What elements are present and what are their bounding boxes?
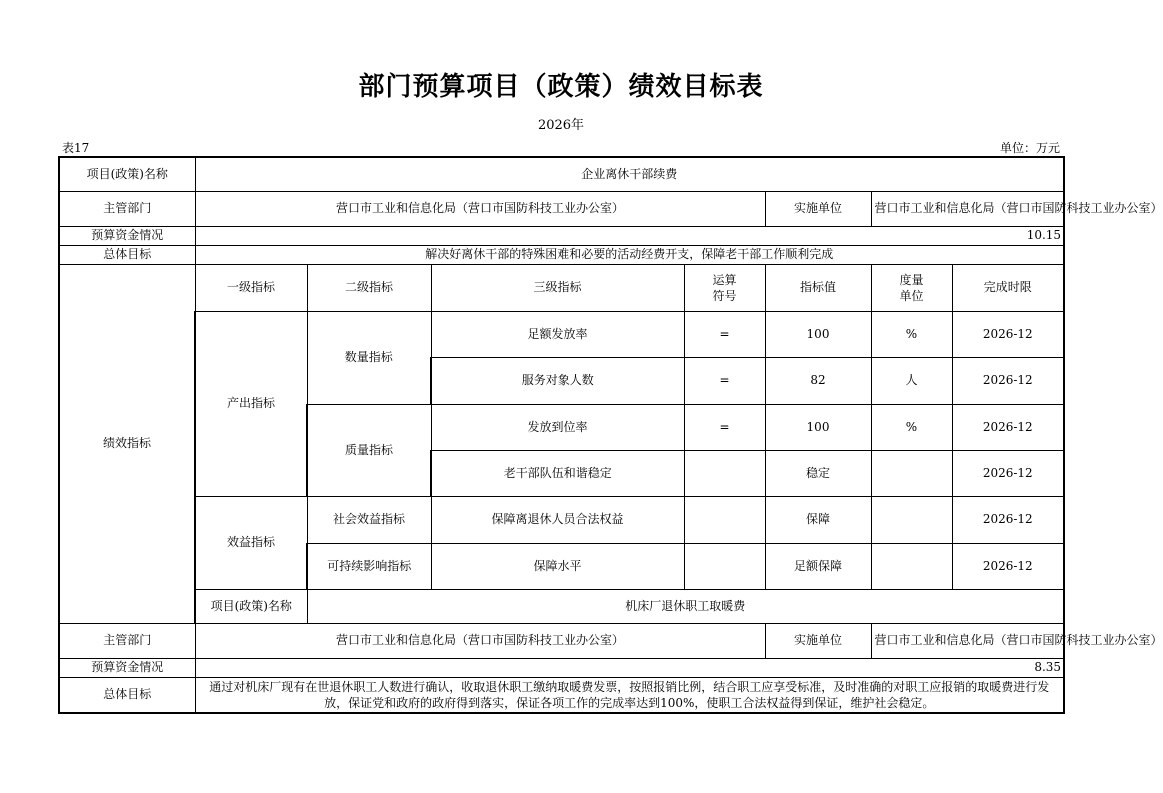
project2-name-row <box>59 589 1064 623</box>
year-label: 2026年 <box>537 118 585 133</box>
overall-goal-label: 总体目标 <box>59 245 195 264</box>
budget-label: 预算资金情况 <box>59 226 195 245</box>
operator-cell: = <box>684 357 765 404</box>
unit-cell <box>871 543 952 589</box>
deadline-cell: 2026-12 <box>952 450 1064 496</box>
department-label: 主管部门 <box>59 623 195 658</box>
overall-goal-label: 总体目标 <box>59 677 195 713</box>
project2-goal-row <box>59 677 1064 713</box>
level1-output: 产出指标 <box>195 311 307 496</box>
deadline-cell: 2026-12 <box>952 404 1064 450</box>
unit-cell: % <box>871 311 952 357</box>
unit-cell <box>871 496 952 543</box>
level3-cell: 老干部队伍和谐稳定 <box>431 450 684 496</box>
level2-quantity: 数量指标 <box>307 311 431 404</box>
project-name-label: 项目(政策)名称 <box>59 157 195 191</box>
header-deadline: 完成时限 <box>952 264 1064 311</box>
unit-label: 单位：万元 <box>999 141 1060 155</box>
implementing-unit-label: 实施单位 <box>765 191 871 226</box>
project2-department-row <box>59 623 1064 658</box>
overall-goal-value: 解决好离休干部的特殊困难和必要的活动经费开支，保障老干部工作顺利完成 <box>195 245 1064 264</box>
header-level2: 二级指标 <box>307 264 431 311</box>
value-cell: 100 <box>765 404 871 450</box>
indicator-header-row <box>59 264 1064 311</box>
implementing-unit-label: 实施单位 <box>765 623 871 658</box>
implementing-unit-value: 营口市工业和信息化局（营口市国防科技工业办公室） <box>871 191 1064 226</box>
department-value: 营口市工业和信息化局（营口市国防科技工业办公室） <box>195 191 765 226</box>
overall-goal-value: 通过对机床厂现有在世退休职工人数进行确认，收取退休职工缴纳取暖费发票，按照报销比例，结合职工应享受标准，及时准确的对职工应报销的取暖费进行发放，保证党和政府的政府得到落实，保证各项工作的完成率达到100%，使职工合法权益得到保证，维护社会稳定。 <box>195 677 1064 713</box>
level3-cell: 保障离退休人员合法权益 <box>431 496 684 543</box>
level3-cell: 足额发放率 <box>431 311 684 357</box>
project-name-value: 企业离休干部续费 <box>195 157 1064 191</box>
indicator-row <box>59 496 1064 543</box>
level1-benefit: 效益指标 <box>195 496 307 589</box>
level3-cell: 服务对象人数 <box>431 357 684 404</box>
operator-cell: = <box>684 311 765 357</box>
performance-goal-table <box>58 156 1163 714</box>
deadline-cell: 2026-12 <box>952 357 1064 404</box>
value-cell: 100 <box>765 311 871 357</box>
level2-sustainable: 可持续影响指标 <box>307 543 431 589</box>
level3-cell: 发放到位率 <box>431 404 684 450</box>
operator-cell <box>684 496 765 543</box>
header-unit: 度量 单位 <box>871 264 952 311</box>
project-name-value: 机床厂退休职工取暖费 <box>307 589 1064 623</box>
page-title: 部门预算项目（政策）绩效目标表 <box>358 72 764 102</box>
header-level1: 一级指标 <box>195 264 307 311</box>
level2-social: 社会效益指标 <box>307 496 431 543</box>
deadline-cell: 2026-12 <box>952 543 1064 589</box>
unit-cell: % <box>871 404 952 450</box>
project1-goal-row <box>59 245 1064 264</box>
value-cell: 82 <box>765 357 871 404</box>
project2-budget-row <box>59 658 1064 677</box>
header-value: 指标值 <box>765 264 871 311</box>
level2-quality: 质量指标 <box>307 404 431 496</box>
budget-value: 10.15 <box>195 226 1064 245</box>
operator-cell <box>684 450 765 496</box>
project1-budget-row <box>59 226 1064 245</box>
deadline-cell: 2026-12 <box>952 311 1064 357</box>
form-number: 表17 <box>62 141 90 155</box>
department-value: 营口市工业和信息化局（营口市国防科技工业办公室） <box>195 623 765 658</box>
operator-cell <box>684 543 765 589</box>
project1-department-row <box>59 191 1064 226</box>
performance-indicators-label: 绩效指标 <box>59 264 195 623</box>
value-cell: 稳定 <box>765 450 871 496</box>
unit-cell <box>871 450 952 496</box>
header-level3: 三级指标 <box>431 264 684 311</box>
budget-label: 预算资金情况 <box>59 658 195 677</box>
operator-cell: = <box>684 404 765 450</box>
deadline-cell: 2026-12 <box>952 496 1064 543</box>
project-name-label: 项目(政策)名称 <box>195 589 307 623</box>
value-cell: 保障 <box>765 496 871 543</box>
unit-cell: 人 <box>871 357 952 404</box>
budget-value: 8.35 <box>195 658 1064 677</box>
level3-cell: 保障水平 <box>431 543 684 589</box>
implementing-unit-value: 营口市工业和信息化局（营口市国防科技工业办公室） <box>871 623 1064 658</box>
header-operator: 运算 符号 <box>684 264 765 311</box>
project1-name-row <box>59 157 1064 191</box>
department-label: 主管部门 <box>59 191 195 226</box>
value-cell: 足额保障 <box>765 543 871 589</box>
indicator-row <box>59 311 1064 357</box>
